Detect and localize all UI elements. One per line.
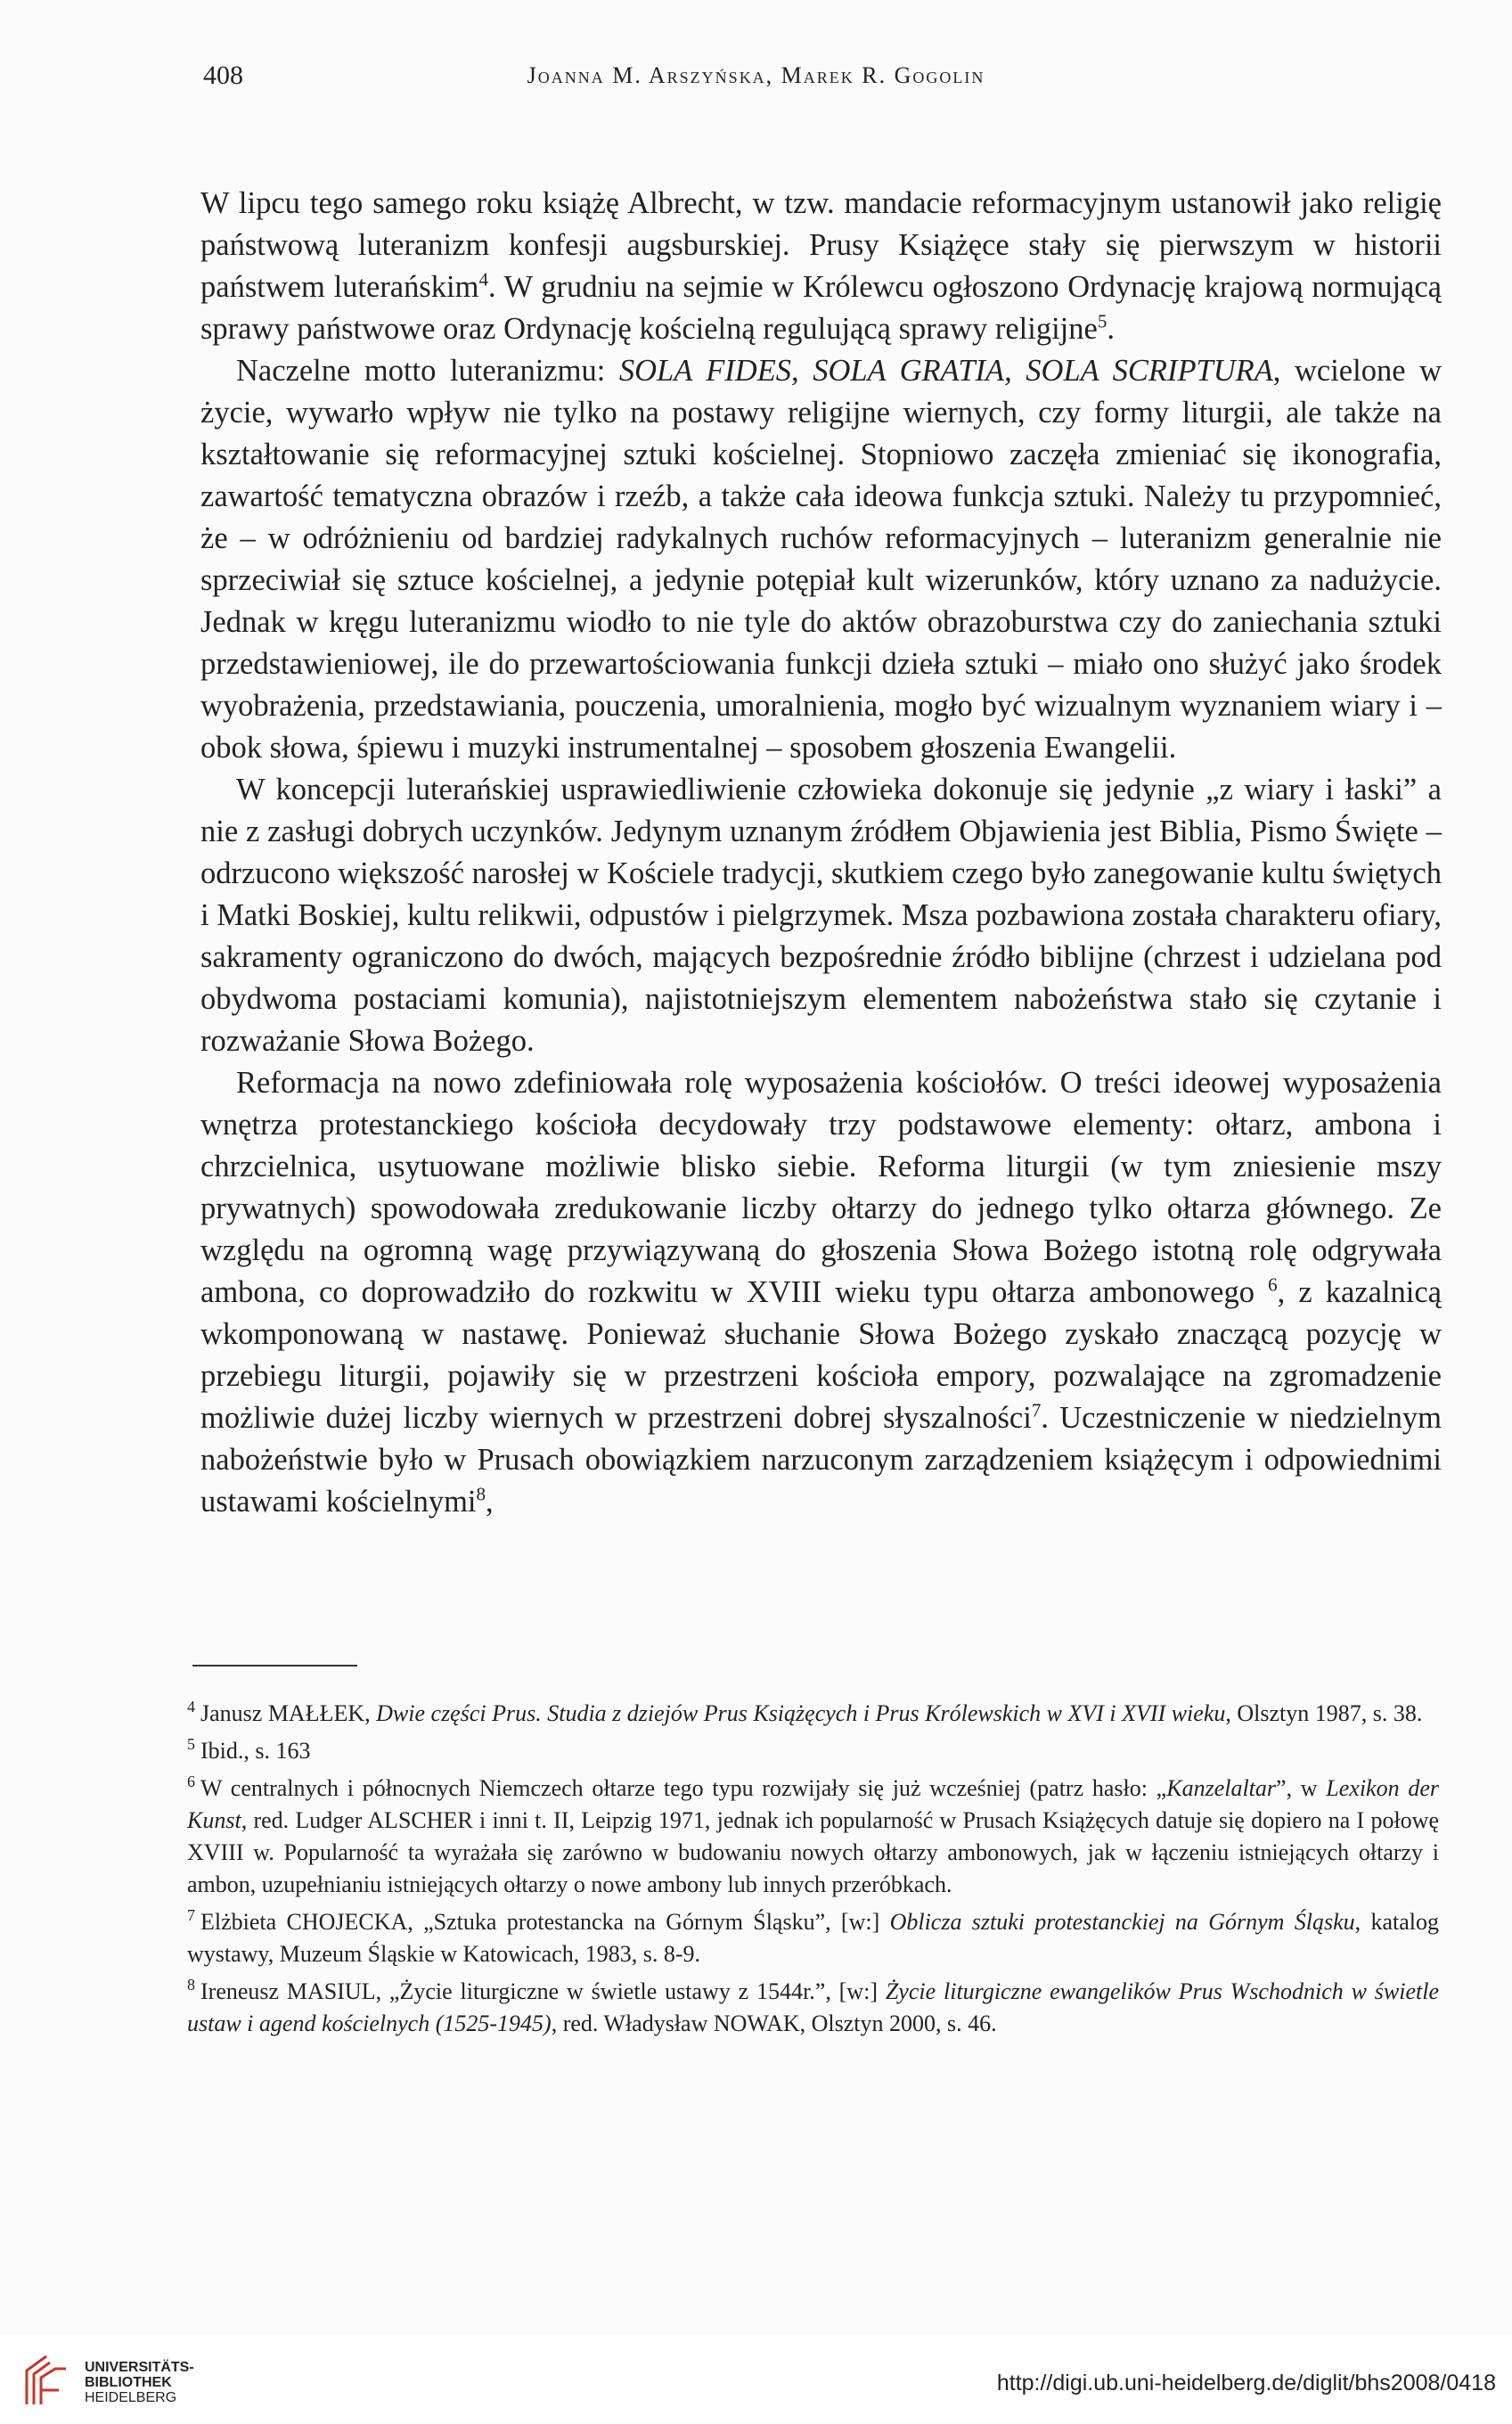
text-run: . (1107, 312, 1115, 346)
text-run: W koncepcji luterańskiej usprawiedliwienie człowieka dokonuje się jedynie „z wiary i łaski” a nie z zasługi dobrych uczynków. Jedynym uznanym źródłem Objawienia jest Biblia, Pismo Święte – odrzucono większość narosłej w Kościele tradycji, skutkiem czego było zanegowanie kultu świętych i Matki Boskiej, kultu relikwii, odpustów i pielgrzymek. Msza pozbawiona została charakteru ofiary, sakramenty ograniczono do dwóch, mających bezpośrednie źródło biblijne (chrzest i udzielana pod obydwoma postaciami komunia), najistotniejszym elementem nabożeństwa stało się czytanie i rozważanie Słowa Bożego. (200, 773, 1442, 1058)
running-head: Joanna M. Arszyńska, Marek R. Gogolin (527, 62, 985, 88)
footnote-reference[interactable]: 8 (476, 1483, 486, 1505)
paragraph (200, 1062, 1442, 1523)
footnote (187, 1976, 1439, 2040)
text-run: . Uczestniczenie w niedzielnym nabożeństwie było w Prusach obowiązkiem narzuconym zarządzeniem książęcym i odpowiednimi ustawami kościelnymi (200, 1401, 1443, 1519)
italic-text: Lexikon der Kunst (187, 1775, 1439, 1833)
italic-text: SOLA FIDES, SOLA GRATIA, SOLA SCRIPTURA (618, 354, 1273, 388)
footnote (187, 1698, 1439, 1730)
footnote-number: 4 (187, 1698, 195, 1716)
text-run: , katalog wystawy, Muzeum Śląskie w Katowicach, 1983, s. 8-9. (187, 1909, 1439, 1967)
text-run: , (486, 1485, 494, 1519)
paragraph (200, 769, 1442, 1062)
text-run: ”, w (1276, 1775, 1327, 1801)
footnote-number: 6 (187, 1773, 195, 1791)
footnote-separator (192, 1665, 357, 1666)
text-run: , red. Ludger ALSCHER i inni t. II, Leipzig 1971, jednak ich popularność w Prusach Książęcych datuje się dopiero na I połowę XVIII w. Popularność ta wyrażała się zarówno w budowaniu nowych ołtarzy ambonowych, jak w łączeniu istniejących ołtarzy i ambon, uzupełnianiu istniejących ołtarzy o nowe ambony lub innych przeróbkach. (187, 1807, 1439, 1897)
text-run: Reformacja na nowo zdefiniowała rolę wyposażenia kościołów. O treści ideowej wyposażenia wnętrza protestanckiego kościoła decydowały trzy podstawowe elementy: ołtarz, ambona i chrzcielnica, usytuowane możliwie blisko siebie. Reforma liturgii (w tym zniesienie mszy prywatnych) spowodowała zredukowanie liczby ołtarzy do jednego tylko ołtarza głównego. Ze względu na ogromną wagę przywiązywaną do głoszenia Słowa Bożego istotną rolę odgrywała ambona, co doprowadziło do rozkwitu w XVIII wieku typu ołtarza ambonowego (200, 1066, 1442, 1309)
footnote (187, 1735, 1439, 1767)
text-run: , Olsztyn 1987, s. 38. (1225, 1700, 1423, 1726)
footnote-number: 5 (187, 1735, 195, 1754)
text-run: , z kazalnicą wkomponowaną w nastawę. Ponieważ słuchanie Słowa Bożego zyskało znaczącą pozycję w przebiegu liturgii, pojawiły się w przestrzeni kościoła empory, pozwalające na zgromadzenie możliwie dużej liczby wiernych w przestrzeni dobrej słyszalności (200, 1275, 1442, 1435)
text-run: W lipcu tego samego roku książę Albrecht, w tzw. mandacie reformacyjnym ustanowił jako religię państwową luteranizm konfesji augsburskiej. Prusy Książęce stały się pierwszym w historii państwem luterańskim (200, 186, 1442, 304)
library-name-line: UNIVERSITÄTS- (85, 2360, 194, 2375)
footnote-reference[interactable]: 6 (1268, 1273, 1278, 1296)
paragraph (200, 350, 1442, 769)
footnote (187, 1773, 1439, 1901)
italic-text: Dwie części Prus. Studia z dziejów Prus Książęcych i Prus Królewskich w XVI i XVII wieku (376, 1700, 1226, 1726)
text-run: Ireneusz MASIUL, „Życie liturgiczne w świetle ustawy z 1544r.”, [w:] (200, 1978, 886, 2004)
source-url-link[interactable]: http://digi.ub.uni-heidelberg.de/diglit/bhs2008/0418 (996, 2371, 1496, 2395)
italic-text: Oblicza sztuki protestanckiej na Górnym Śląsku (889, 1909, 1355, 1935)
footnote-number: 8 (187, 1976, 195, 1994)
university-library-logo-icon[interactable] (20, 2351, 73, 2408)
footnotes (187, 1698, 1439, 2045)
footnote-reference[interactable]: 7 (1031, 1399, 1042, 1421)
footnote-number: 7 (187, 1906, 195, 1925)
library-name[interactable] (85, 2360, 194, 2405)
digitization-footer (0, 2335, 1512, 2424)
footnote-reference[interactable]: 5 (1097, 310, 1107, 332)
italic-text: Kanzelaltar (1166, 1775, 1277, 1801)
text-run: , red. Władysław NOWAK, Olsztyn 2000, s. 46. (551, 2010, 997, 2036)
footnote (187, 1906, 1439, 1970)
main-text (200, 183, 1442, 1523)
library-name-line: HEIDELBERG (85, 2390, 177, 2405)
text-run: Janusz MAŁŁEK, (200, 1700, 377, 1726)
text-run: Elżbieta CHOJECKA, „Sztuka protestancka na Górnym Śląsku”, [w:] (200, 1909, 890, 1935)
text-run: , wcielone w życie, wywarło wpływ nie tylko na postawy religijne wiernych, czy formy liturgii, ale także na kształtowanie się reformacyjnej sztuki kościelnej. Stopniowo zaczęła zmieniać się ikonografia, zawartość tematyczna obrazów i rzeźb, a także cała ideowa funkcja sztuki. Należy tu przypomnieć, że – w odróżnieniu od bardziej radykalnych ruchów reformacyjnych – luteranizm generalnie nie sprzeciwiał się sztuce kościelnej, a jedynie potępiał kult wizerunków, który uznano za nadużycie. Jednak w kręgu luteranizmu wiodło to nie tyle do aktów obrazoburstwa czy do zaniechania sztuki przedstawieniowej, ile do przewartościowania funkcji dzieła sztuki – miało ono służyć jako środek wyobrażenia, przedstawiania, pouczenia, umoralnienia, mogło być wizualnym wyznaniem wiary i – obok słowa, śpiewu i muzyki instrumentalnej – sposobem głoszenia Ewangelii. (200, 354, 1442, 765)
text-run: . W grudniu na sejmie w Królewcu ogłoszono Ordynację krajową normującą sprawy państwowe oraz Ordynację kościelną regulującą sprawy religijne (200, 270, 1442, 346)
paragraph (200, 183, 1442, 350)
italic-text: Życie liturgiczne ewangelików Prus Wschodnich w świetle ustaw i agend kościelnych (1525-1945) (187, 1978, 1439, 2036)
footnote-reference[interactable]: 4 (478, 268, 488, 291)
text-run: W centralnych i północnych Niemczech ołtarze tego typu rozwijały się już wcześniej (patrz hasło: „ (200, 1775, 1167, 1801)
text-run: Naczelne motto luteranizmu: (236, 354, 619, 388)
text-run: Ibid., s. 163 (200, 1738, 311, 1764)
library-name-line: BIBLIOTHEK (85, 2375, 172, 2390)
page-number: 408 (203, 61, 243, 90)
